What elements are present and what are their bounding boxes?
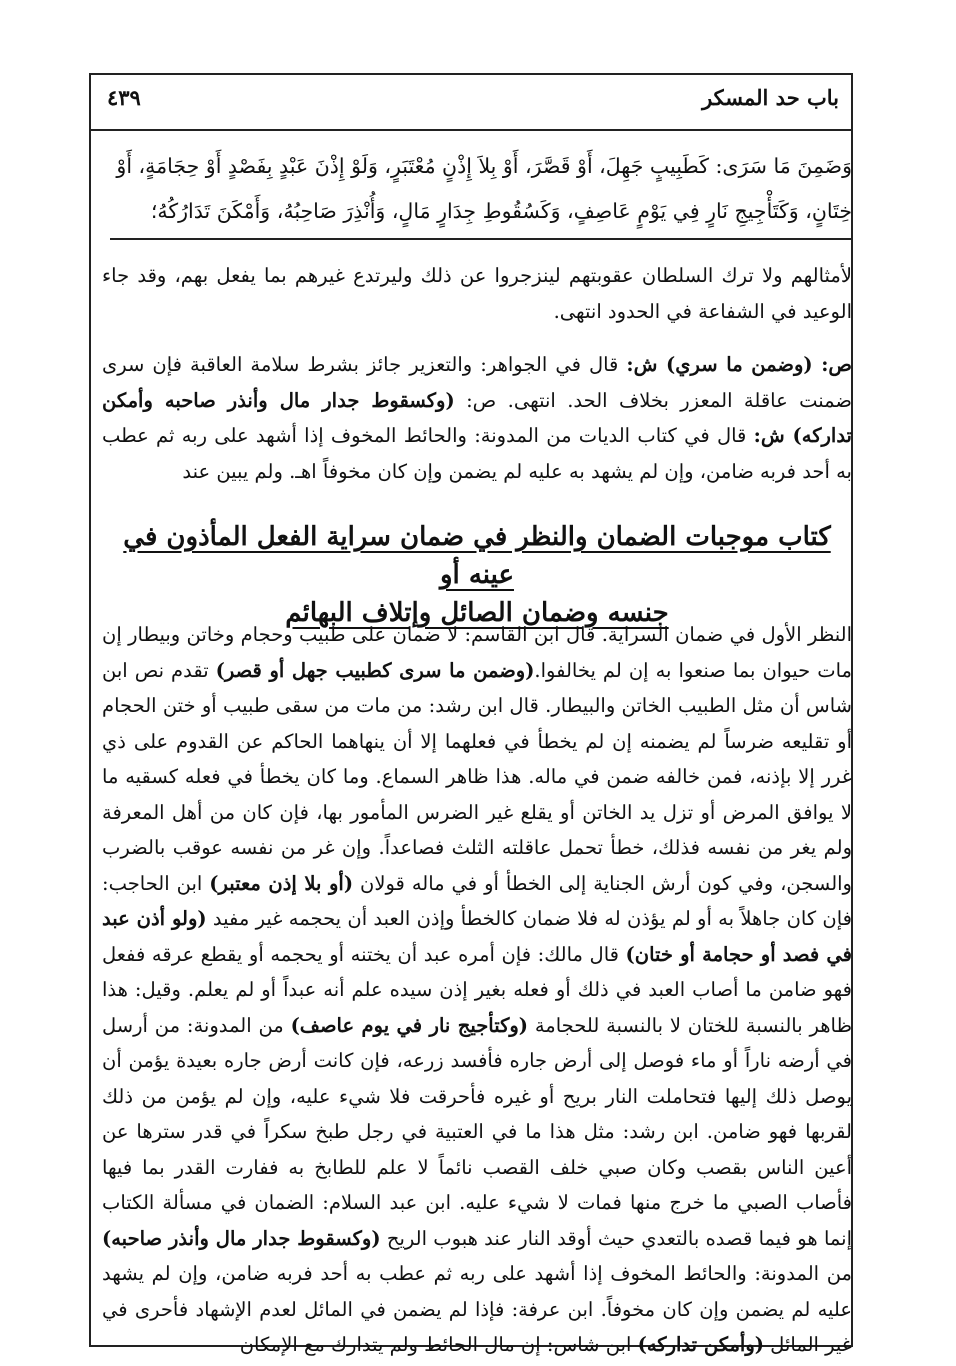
text-span: قال في كتاب الديات من المدونة: والحائط المخوف إذا أشهد على ربه ثم عطب به أحد فربه ضامن، وإن لم يشهد به عليه لم يضمن وإن كان مخوفاً اهـ. ولم يبين عند xyxy=(102,424,852,483)
bold-quote: (أو بلا إذن معتبر) xyxy=(209,871,354,895)
section-heading-line: كتاب موجبات الضمان والنظر في ضمان سراية الفعل المأذون في عينه أو xyxy=(123,522,831,590)
paragraph: لأمثالهم ولا ترك السلطان عقوبتهم لينزجروا عن ذلك وليرتدع غيرهم بما يفعل بهم، وقد جاء الوعيد في الشفاعة في الحدود انتهى. xyxy=(102,264,852,323)
commentary-top xyxy=(102,258,852,489)
section-heading xyxy=(102,518,852,632)
running-header xyxy=(89,73,853,131)
bold-quote: (وأمكن تداركه) xyxy=(637,1333,764,1356)
matn-line: وَضَمِنَ مَا سَرَى: كَطَبِيبٍ جَهِلَ، أَوْ قَصَّرَ، أَوْ بِلاَ إِذْنٍ مُعْتَبَرٍ، وَلَوْ إِذْنَ عَبْدٍ بِفَصْدٍ أَوْ حِجَامَةٍ، أَوْ xyxy=(116,154,852,178)
bold-marker: ص: xyxy=(812,353,852,376)
text-span: تقدم نص ابن شاس أن مثل الطبيب الخاتن والبيطار. قال ابن رشد: من مات من سقى طبيب أو ختن الحجام أو تقليعه ضرساً لم يضمنه إن لم يخطأ في فعلهما إلا أن ينهاهما الحاكم عن القدوم على ذي غرر إلا بإذنه، فمن خالفه ضمن في ماله. هذا ظاهر السماع. وما كان يخطأ في فعله كسقيه ما لا يوافق المرض أو تزل يد الخاتن أو يقلع غير الضرس المأمور بها، فإن كان من أهل المعرفة ولم يغر من نفسه فذلك، خطأ تحمل عاقلته الثلث فصاعداً. وإن غر من نفسه عوقب بالضرب والسجن، وفي كون أرش الجناية إلى الخطأ أو في ماله قولان xyxy=(102,658,852,895)
bold-quote: (وضمن ما سرى كطبيب جهل أو قصر) xyxy=(215,658,535,682)
chapter-title: باب حد المسكر xyxy=(702,85,839,110)
page-number: ٤٣٩ xyxy=(107,85,141,110)
bold-quote: (وكسقوط جدار مال وأنذر صاحبه وأمكن تداركه) ش: xyxy=(102,388,852,447)
text-span: من المدونة: من أرسل في أرضه ناراً أو ماء فوصل إلى أرض جاره فأفسد زرعه، فإن كانت أرض جاره بعيدة يؤمن أن يوصل ذلك إليها فتحاملت النار بريح أو غيره فأحرقت فلا شيء عليه، وإن لم يؤمن من ذلك لقربها فهو ضامن. ابن رشد: مثل هذا ما في العتبية في رجل طبخ سكراً في قدر سترها عن أعين الناس بقصب وكان صبي خلف القصب نائماً لا علم للطابخ به ففارت القدر بما فيها فأصاب الصبي ما خرج منها فمات لا شيء عليه. ابن عبد السلام: الضمان في مسألة الكتاب إنما هو فيما قصده بالتعدي حيث أوقد النار عند هبوب الريح xyxy=(102,1013,852,1250)
bold-quote: (وكتأجيج نار في يوم عاصف) xyxy=(290,1013,529,1037)
text-span: ابن الحاجب: فإن كان جاهلاً به أو لم يؤذن له فلا ضمان كالخطأ وإذن العبد أن يحجمه غير مفيد xyxy=(102,871,852,930)
text-span: من المدونة: والحائط المخوف إذا أشهد على ربه ثم عطب به أحد فربه ضامن، وإن لم يشهد عليه لم يضمن وإن كان مخوفاً. ابن عرفة: فإذا لم يضمن في المائل لعدم الإشهاد فأحرى في غير المائل xyxy=(102,1262,852,1356)
paragraph xyxy=(102,347,852,489)
matn-line: خِتَانٍ، وَكَتَأْجِيجِ نَارٍ فِي يَوْمٍ عَاصِفٍ، وَكَسُقُوطِ جِدَارٍ مَالٍ، وَأُنْذِرَ صَاحِبُهُ، وَأَمْكَنَ تَدَارُكُهُ؛ xyxy=(150,199,852,223)
text-span: قال مالك: فإن أمره عبد أن يختنه أو يحجمه أو يقطع عرقه ففعل فهو ضامن ما أصاب العبد في ذلك أو فعله بغير إذن سيده علم أنه عبداً أو لم يعلم. وقيل: هذا ظاهر بالنسبة للختان لا بالنسبة للحجامة xyxy=(102,942,853,1037)
text-span: النظر الأول في ضمان السراية. قال ابن القاسم: لا ضمان على طبيب وحجام وخاتن وبيطار إن مات حيوان بما صنعوا به إن لم يخالفوا. xyxy=(102,623,853,682)
text-span: قال في الجواهر: والتعزير جائز بشرط سلامة العاقبة فإن سرى ضمنت عاقلة المعزر بخلاف الحد. انتهى. ص: xyxy=(102,353,852,412)
text-span: ابن شاس: إن مال الحائط ولم يتدارك مع الإمكان xyxy=(239,1333,638,1356)
bold-quote: (وضمن ما سري) ش: xyxy=(626,353,813,376)
section-heading-line: جنسه وضمان الصائل وإتلاف البهائم xyxy=(285,598,669,628)
commentary-main xyxy=(102,617,852,1363)
bold-quote: (ولو أذن عبد في فصد أو حجامة أو ختان) xyxy=(102,907,852,966)
separator-rule xyxy=(110,238,852,240)
matn-text xyxy=(108,144,852,234)
bold-quote: (وكسقوط جدار مال وأنذر صاحبه) xyxy=(102,1226,381,1250)
